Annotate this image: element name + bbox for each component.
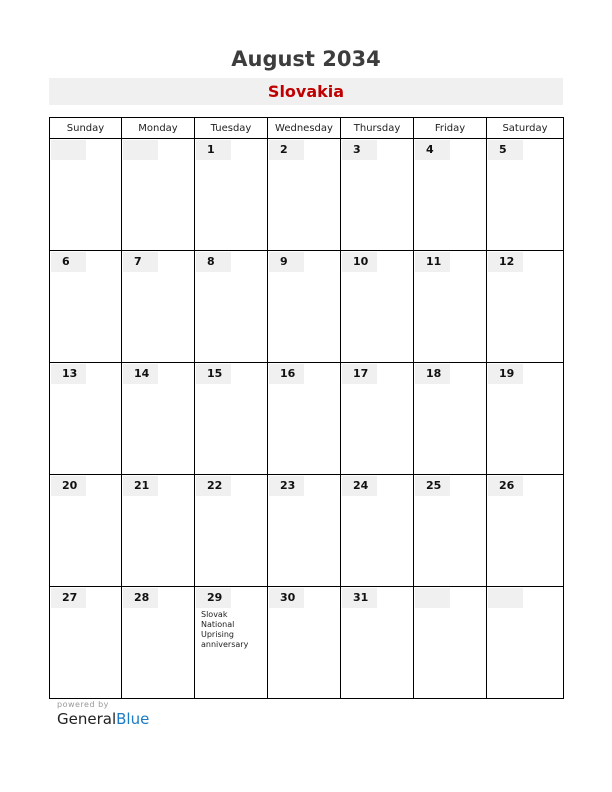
day-cell <box>50 587 122 699</box>
day-cell <box>195 587 268 699</box>
day-number: 18 <box>415 364 450 384</box>
day-number: 16 <box>269 364 304 384</box>
day-number: 8 <box>196 252 231 272</box>
day-number: 30 <box>269 588 304 608</box>
day-number: 14 <box>123 364 158 384</box>
day-number: 12 <box>488 252 523 272</box>
weekday-wednesday: Wednesday <box>268 118 341 139</box>
day-number: 28 <box>123 588 158 608</box>
day-cell <box>122 363 195 475</box>
day-cell <box>122 475 195 587</box>
day-cell <box>414 475 487 587</box>
day-cell <box>268 475 341 587</box>
day-number <box>488 588 523 608</box>
generalblue-logo[interactable] <box>57 710 149 728</box>
week-row-3 <box>50 363 564 475</box>
day-cell <box>414 251 487 363</box>
day-cell <box>487 475 564 587</box>
weekday-monday: Monday <box>122 118 195 139</box>
day-cell <box>50 139 122 251</box>
day-number: 5 <box>488 140 523 160</box>
day-cell <box>50 475 122 587</box>
day-number: 29 <box>196 588 231 608</box>
day-number: 21 <box>123 476 158 496</box>
day-cell <box>122 251 195 363</box>
week-row-5 <box>50 587 564 699</box>
day-cell <box>122 139 195 251</box>
day-cell <box>50 251 122 363</box>
weekday-tuesday: Tuesday <box>195 118 268 139</box>
day-number: 1 <box>196 140 231 160</box>
day-number: 31 <box>342 588 377 608</box>
day-cell <box>195 363 268 475</box>
day-number: 17 <box>342 364 377 384</box>
country-name: Slovakia <box>267 82 345 101</box>
day-cell <box>414 139 487 251</box>
day-number <box>415 588 450 608</box>
day-cell <box>195 251 268 363</box>
day-cell <box>122 587 195 699</box>
day-number: 19 <box>488 364 523 384</box>
day-number: 7 <box>123 252 158 272</box>
day-number: 11 <box>415 252 450 272</box>
day-cell <box>341 475 414 587</box>
brand-blue: Blue <box>116 710 150 728</box>
day-number: 27 <box>51 588 86 608</box>
day-number: 20 <box>51 476 86 496</box>
week-row-1 <box>50 139 564 251</box>
day-cell <box>487 363 564 475</box>
day-number: 10 <box>342 252 377 272</box>
brand-general: General <box>57 710 117 728</box>
day-cell <box>268 587 341 699</box>
weekday-header-row <box>50 118 564 139</box>
day-cell <box>268 139 341 251</box>
page-title: August 2034 <box>231 47 381 71</box>
week-row-4 <box>50 475 564 587</box>
weekday-friday: Friday <box>414 118 487 139</box>
day-number: 2 <box>269 140 304 160</box>
weekday-saturday: Saturday <box>487 118 564 139</box>
powered-by-label: powered by <box>57 700 109 709</box>
day-number: 13 <box>51 364 86 384</box>
calendar-grid <box>49 117 564 699</box>
day-cell <box>414 587 487 699</box>
day-number: 15 <box>196 364 231 384</box>
day-number: 4 <box>415 140 450 160</box>
day-cell <box>487 251 564 363</box>
country-banner <box>49 78 563 105</box>
day-number: 23 <box>269 476 304 496</box>
day-cell <box>487 139 564 251</box>
day-number: 9 <box>269 252 304 272</box>
day-cell <box>50 363 122 475</box>
day-cell <box>195 139 268 251</box>
day-cell <box>341 587 414 699</box>
day-number: 26 <box>488 476 523 496</box>
day-cell <box>341 139 414 251</box>
week-row-2 <box>50 251 564 363</box>
holiday-event: Slovak National Uprising anniversary <box>201 610 249 649</box>
day-cell <box>268 363 341 475</box>
weekday-thursday: Thursday <box>341 118 414 139</box>
day-cell <box>414 363 487 475</box>
day-cell <box>268 251 341 363</box>
day-number: 6 <box>51 252 86 272</box>
day-number: 25 <box>415 476 450 496</box>
day-number: 3 <box>342 140 377 160</box>
day-number: 24 <box>342 476 377 496</box>
day-number: 22 <box>196 476 231 496</box>
day-cell <box>487 587 564 699</box>
day-cell <box>341 251 414 363</box>
footer-branding <box>57 700 149 728</box>
weekday-sunday: Sunday <box>50 118 122 139</box>
day-number <box>51 140 86 160</box>
day-cell <box>341 363 414 475</box>
day-cell <box>195 475 268 587</box>
day-number <box>123 140 158 160</box>
